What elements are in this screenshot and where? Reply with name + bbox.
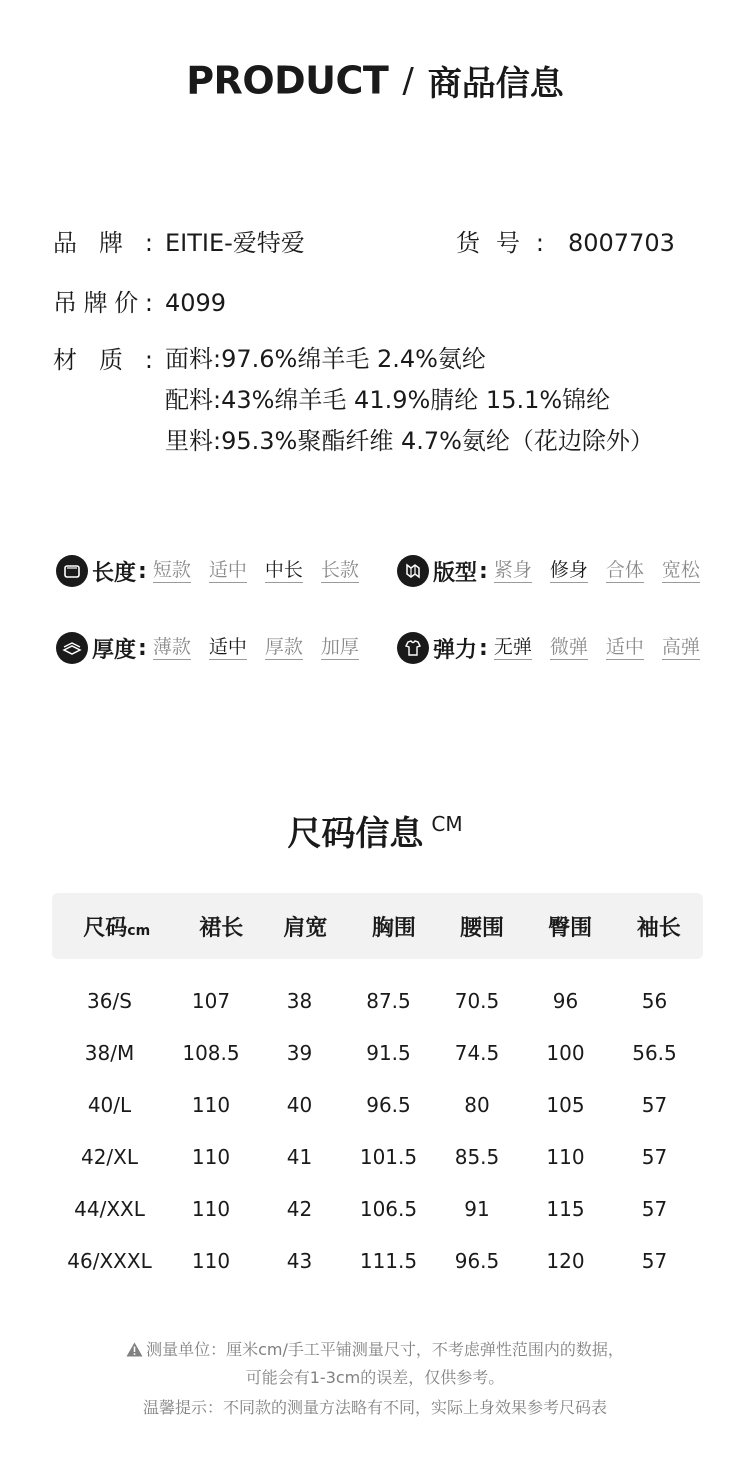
title-english: PRODUCT bbox=[186, 58, 389, 103]
attr-length-label: 长度 bbox=[92, 560, 137, 586]
attr-fit-label: 版型 bbox=[433, 560, 478, 586]
col-header-size: 尺码cm bbox=[83, 915, 151, 941]
brand-value: EITIE-爱特爱 bbox=[165, 229, 305, 257]
table-row: 42/XL 110 41 101.5 85.5 110 57 bbox=[80, 1145, 668, 1169]
measurement-note: 测量单位：厘米cm/手工平铺测量尺寸，不考虑弹性范围内的数据， bbox=[0, 1337, 750, 1361]
table-row: 46/XXXL 110 43 111.5 96.5 120 57 bbox=[67, 1249, 668, 1273]
fit-option: 合体 bbox=[605, 559, 644, 581]
size-section-title bbox=[0, 806, 750, 855]
fit-option: 紧身 bbox=[493, 559, 532, 581]
thickness-option: 薄款 bbox=[152, 636, 191, 658]
size-title-unit: CM bbox=[431, 812, 463, 836]
attr-stretch-label: 弹力 bbox=[433, 637, 478, 663]
attr-fit: 版型 : 紧身 修身 合体 宽松 bbox=[397, 554, 700, 588]
stretch-option: 高弹 bbox=[661, 636, 700, 658]
attr-stretch: 弹力 : 无弹 微弹 适中 高弹 bbox=[397, 631, 700, 665]
material-line: 面料:97.6%绵羊毛 2.4%氨纶 bbox=[165, 345, 486, 373]
sku-row bbox=[456, 228, 675, 258]
length-icon bbox=[56, 555, 88, 587]
col-header-waist: 腰围 bbox=[460, 915, 505, 941]
stretch-option: 适中 bbox=[605, 636, 644, 658]
tip-note: 温馨提示：不同款的测量方法略有不同，实际上身效果参考尺码表 bbox=[142, 1398, 607, 1417]
col-header-hip: 臀围 bbox=[548, 915, 593, 941]
size-table-header bbox=[52, 893, 703, 959]
length-option-selected: 中长 bbox=[264, 559, 303, 581]
fit-option-selected: 修身 bbox=[549, 559, 588, 581]
thickness-option: 厚款 bbox=[264, 636, 303, 658]
title-chinese: 商品信息 bbox=[427, 64, 564, 104]
attr-thickness-label: 厚度 bbox=[92, 637, 137, 663]
col-header-skirt-length: 裙长 bbox=[199, 915, 244, 941]
stretch-option: 微弹 bbox=[549, 636, 588, 658]
col-header-bust: 胸围 bbox=[371, 915, 416, 941]
material-label-wrap bbox=[53, 345, 153, 375]
fit-option: 宽松 bbox=[661, 559, 700, 581]
col-header-sleeve: 袖长 bbox=[636, 915, 681, 941]
material-line: 配料:43%绵羊毛 41.9%腈纶 15.1%锦纶 bbox=[165, 386, 611, 414]
sku-value: 8007703 bbox=[568, 229, 675, 257]
fit-icon bbox=[397, 555, 429, 587]
table-row: 38/M 108.5 39 91.5 74.5 100 56.5 bbox=[84, 1041, 677, 1065]
stretch-icon bbox=[397, 632, 429, 664]
material-label: 材质: bbox=[53, 346, 153, 374]
size-title-text: 尺码信息 bbox=[287, 814, 424, 854]
title-slash: / bbox=[402, 60, 414, 101]
length-option: 长款 bbox=[320, 559, 359, 581]
table-row: 40/L 110 40 96.5 80 105 57 bbox=[87, 1093, 668, 1117]
thickness-icon bbox=[56, 632, 88, 664]
price-row bbox=[53, 288, 226, 318]
measurement-note-2: 可能会有1-3cm的误差，仅供参考。 bbox=[245, 1368, 505, 1387]
sku-label: 货号: bbox=[456, 229, 544, 257]
material-line: 里料:95.3%聚酯纤维 4.7%氨纶（花边除外） bbox=[165, 427, 654, 455]
attr-thickness: 厚度 : 薄款 适中 厚款 加厚 bbox=[56, 631, 359, 665]
material-lines bbox=[165, 339, 654, 462]
brand-row bbox=[53, 228, 305, 258]
col-header-shoulder: 肩宽 bbox=[283, 915, 328, 941]
warning-icon bbox=[126, 1342, 143, 1361]
brand-label: 品牌: bbox=[53, 229, 153, 257]
stretch-option-selected: 无弹 bbox=[493, 636, 532, 658]
price-label: 吊牌价: bbox=[53, 289, 153, 317]
thickness-option-selected: 适中 bbox=[208, 636, 247, 658]
table-row: 36/S 107 38 87.5 70.5 96 56 bbox=[87, 989, 668, 1013]
length-option: 短款 bbox=[152, 559, 191, 581]
thickness-option: 加厚 bbox=[320, 636, 359, 658]
page-title bbox=[0, 56, 750, 105]
table-row: 44/XXL 110 42 106.5 91 115 57 bbox=[74, 1197, 668, 1221]
length-option: 适中 bbox=[208, 559, 247, 581]
attr-length: 长度 : 短款 适中 中长 长款 bbox=[56, 554, 359, 588]
price-value: 4099 bbox=[165, 289, 227, 317]
